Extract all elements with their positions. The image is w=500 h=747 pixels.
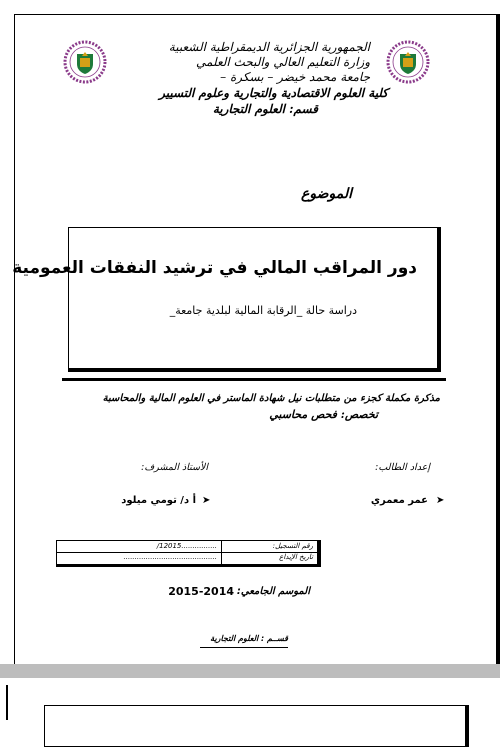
subject-label: الموضوع: [301, 186, 352, 202]
page-shadow: [496, 14, 500, 664]
next-page-edge: [6, 685, 8, 720]
table-row: [57, 541, 317, 553]
thesis-title: دور المراقب المالي في ترشيد النفقات العمومية: [12, 258, 417, 278]
title-box: [12, 227, 441, 372]
registration-value: ................12015/: [156, 542, 217, 550]
department-name: قسم: العلوم التجارية: [212, 102, 318, 116]
supervisor-label: الأستاذ المشرف:: [141, 462, 208, 473]
deposit-date-label: تاريخ الإيداع: [279, 553, 313, 561]
page-gap: [0, 664, 500, 678]
season-label: الموسم الجامعي:: [236, 586, 310, 597]
deposit-date-value: ..........................................: [123, 553, 217, 561]
student-name: عمر معمري: [370, 495, 428, 506]
thesis-subtitle: دراسة حالة _الرقابة المالية لبلدية جامعة_: [169, 304, 357, 317]
university-logo-left-icon: [63, 40, 107, 84]
next-page-box: [44, 705, 469, 747]
registration-label: رقم التسجيل:: [272, 542, 313, 550]
season-year: 2015-2014: [168, 585, 234, 598]
university-name: جامعة محمد خيضر – بسكرة –: [220, 70, 370, 84]
arrow-bullet-icon: ➤: [202, 495, 211, 506]
specialty: تخصص: فحص محاسبي: [269, 408, 378, 421]
student-label: إعداد الطالب:: [375, 462, 430, 473]
memo-description: مذكرة مكملة كجزء من متطلبات نيل شهادة الماستر في العلوم المالية والمحاسبة: [102, 393, 440, 404]
table-row: [57, 553, 317, 564]
republic-name: الجمهورية الجزائرية الديمقراطية الشعبية: [168, 40, 370, 54]
arrow-bullet-icon: ➤: [436, 495, 445, 506]
supervisor-name: أ د/ تومي ميلود: [121, 495, 196, 506]
ministry-name: وزارة التعليم العالي والبحث العلمي: [196, 55, 370, 69]
footer-line: [200, 647, 288, 648]
university-logo-right-icon: [386, 40, 430, 84]
footer-department: قســم : العلوم التجارية: [210, 634, 288, 643]
faculty-name: كلية العلوم الاقتصادية والتجارية وعلوم التسيير: [159, 86, 388, 100]
divider-bar: [62, 378, 446, 381]
registration-table: [56, 540, 321, 567]
